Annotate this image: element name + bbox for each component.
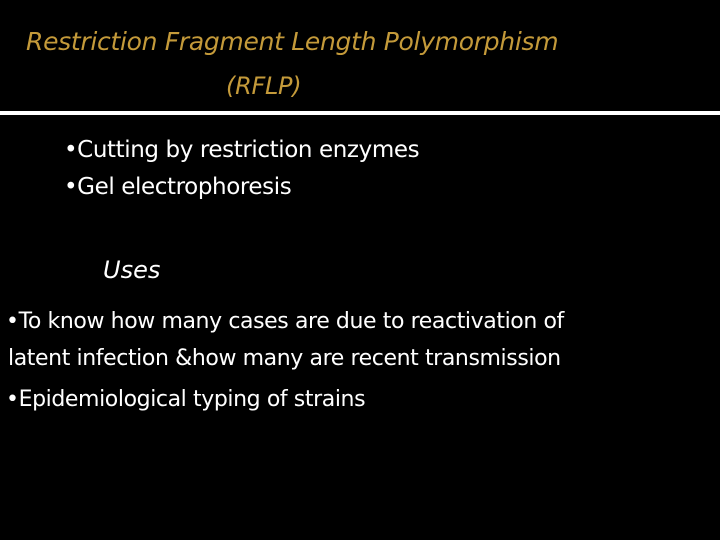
method-bullet-gel: •Gel electrophoresis: [64, 174, 292, 200]
use-bullet-reactivation: •To know how many cases are due to reactivation of: [6, 309, 564, 334]
uses-heading: Uses: [103, 256, 161, 284]
use-bullet-reactivation-cont: latent infection &how many are recent transmission: [8, 346, 561, 371]
title-divider: [0, 111, 720, 115]
use-bullet-typing: •Epidemiological typing of strains: [6, 387, 366, 412]
slide-title-line-1: Restriction Fragment Length Polymorphism: [26, 27, 559, 56]
method-bullet-cutting: •Cutting by restriction enzymes: [64, 137, 420, 163]
slide-title-line-2: (RFLP): [226, 72, 302, 100]
